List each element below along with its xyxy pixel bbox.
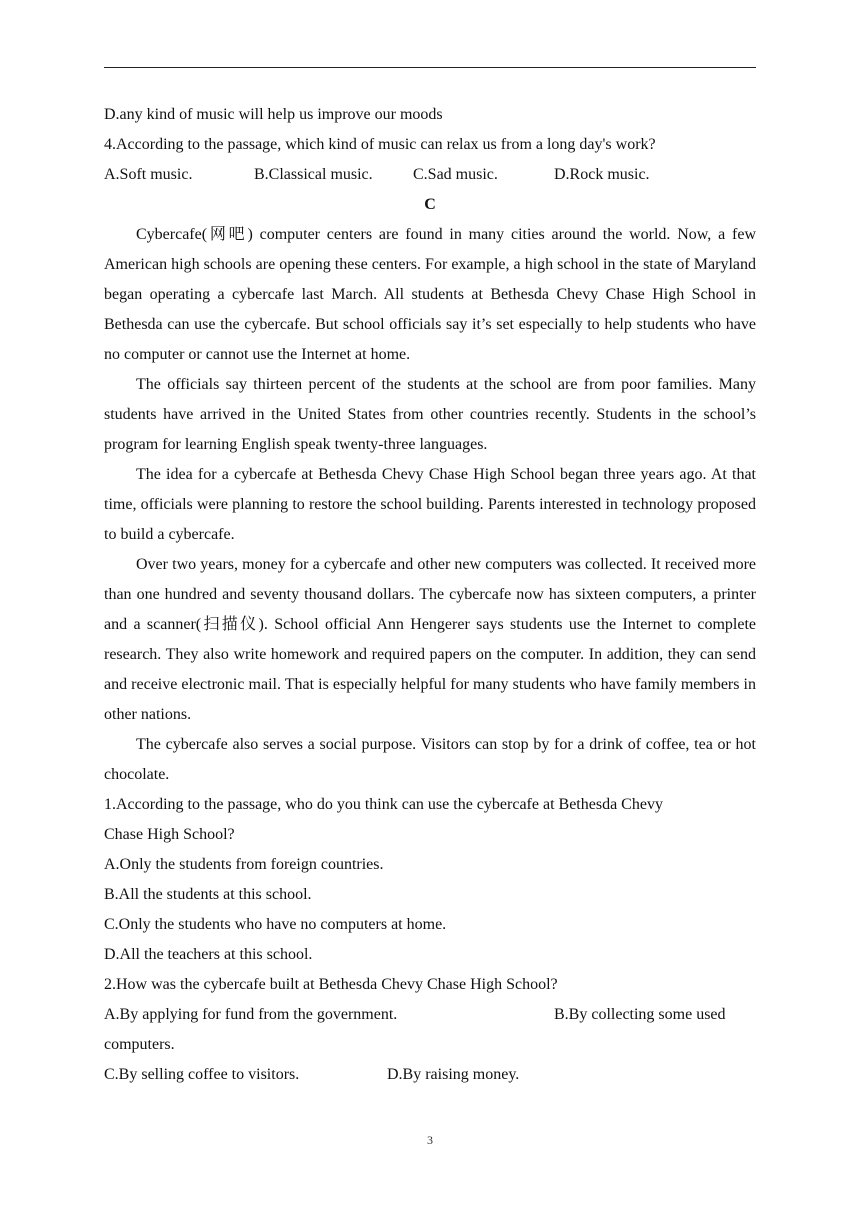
- question-2-option-b: B.By collecting some used: [554, 1006, 726, 1023]
- question-2-options-row-2: [104, 1060, 756, 1090]
- question-4-options: [104, 160, 756, 190]
- passage-paragraph-3: The idea for a cybercafe at Bethesda Chevy Chase High School began three years ago. At that time, officials were planning to restore the school building. Parents interested in technology proposed to build a cybercafe.: [104, 466, 756, 543]
- question-2-option-a: A.By applying for fund from the government.: [104, 1006, 398, 1023]
- passage-paragraph-4: Over two years, money for a cybercafe and other new computers was collected. It received more than one hundred and seventy thousand dollars. The cybercafe now has sixteen computers, a printer and a scanner(扫描仪). School official Ann Hengerer says students use the Internet to complete research. They also write homework and required papers on the computer. In addition, they can send and receive electronic mail. That is especially helpful for many students who have family members in other nations.: [104, 556, 756, 723]
- passage-paragraph-1: Cybercafe(网吧) computer centers are found in many cities around the world. Now, a few American high schools are opening these centers. For example, a high school in the state of Maryland began operating a cybercafe last March. All students at Bethesda Chevy Chase High School in Bethesda can use the cybercafe. But school officials say it’s set especially to help students who have no computer or cannot use the Internet at home.: [104, 226, 756, 363]
- section-title: C: [424, 196, 436, 213]
- passage-paragraph-2: The officials say thirteen percent of the students at the school are from poor families. Many students have arrived in the United States from other countries recently. Students in the school’s program for learning English speak twenty-three languages.: [104, 376, 756, 453]
- page-number: 3: [427, 1133, 433, 1147]
- question-1-option-d: D.All the teachers at this school.: [104, 946, 313, 963]
- question-2-option-d: D.By raising money.: [387, 1066, 520, 1083]
- question-2-option-c: C.By selling coffee to visitors.: [104, 1066, 300, 1083]
- question-4-option-a: A.Soft music.: [104, 166, 193, 183]
- question-1-option-b: B.All the students at this school.: [104, 886, 312, 903]
- passage-paragraph-5: The cybercafe also serves a social purpose. Visitors can stop by for a drink of coffee, tea or hot chocolate.: [104, 736, 756, 783]
- question-4-option-c: C.Sad music.: [413, 166, 498, 183]
- question-2-option-b-continued: computers.: [104, 1036, 175, 1053]
- question-4-option-d: D.Rock music.: [554, 166, 650, 183]
- header-rule: [104, 67, 756, 68]
- prev-question-option-d: D.any kind of music will help us improve our moods: [104, 106, 443, 123]
- question-1-option-c: C.Only the students who have no computers at home.: [104, 916, 447, 933]
- question-4-stem: 4.According to the passage, which kind of music can relax us from a long day's work?: [104, 136, 656, 153]
- question-1-option-a: A.Only the students from foreign countries.: [104, 856, 384, 873]
- question-4-option-b: B.Classical music.: [254, 166, 373, 183]
- question-2-stem: 2.How was the cybercafe built at Bethesda Chevy Chase High School?: [104, 976, 558, 993]
- question-2-options-row-1: [104, 1000, 756, 1030]
- question-1-stem-line-1: 1.According to the passage, who do you think can use the cybercafe at Bethesda Chevy: [104, 796, 663, 813]
- page-content: [104, 100, 756, 1090]
- question-1-stem-line-2: Chase High School?: [104, 826, 235, 843]
